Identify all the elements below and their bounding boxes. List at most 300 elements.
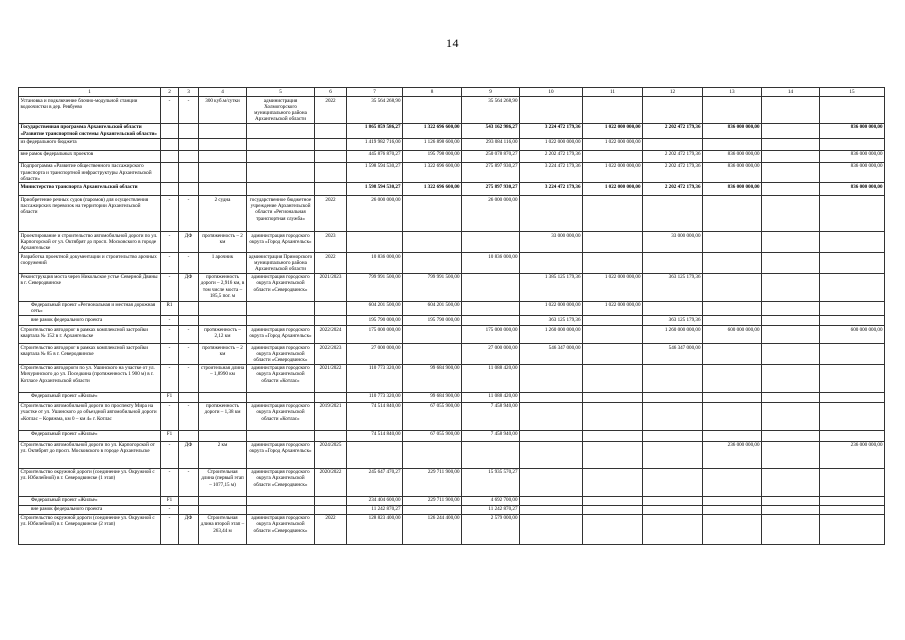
amount-cell [762, 301, 820, 315]
table-row [19, 496, 885, 505]
budget-table [18, 87, 885, 545]
amount-cell [520, 430, 583, 441]
info-cell [161, 162, 179, 183]
amount-cell [347, 441, 403, 468]
column-number: 15 [820, 88, 885, 97]
amount-cell [583, 496, 643, 505]
amount-cell [762, 441, 820, 468]
column-number: 10 [520, 88, 583, 97]
amount-cell: 195 790 000,00 [403, 316, 462, 326]
amount-cell [762, 97, 820, 124]
row-label: Строительство автомобильной дороги по проспекту Мира на участке от ул. Ушинского до объездной автомобильной дороги «Котлас – Коряжма, км 0 – км 4» г. Котлас [19, 402, 161, 430]
amount-cell: 363 125 179,36 [520, 316, 583, 326]
amount-cell: 1 260 000 000,00 [643, 326, 703, 344]
amount-cell [820, 301, 885, 315]
amount-cell: 195 790 000,00 [347, 316, 403, 326]
info-cell [161, 183, 179, 196]
amount-cell [703, 196, 762, 232]
row-label: вне рамок федерального проекта [19, 505, 161, 514]
amount-cell: 363 125 179,36 [643, 316, 703, 326]
amount-cell: 3 224 472 179,36 [520, 123, 583, 138]
amount-cell: 2 202 472 179,36 [520, 150, 583, 162]
amount-cell: 4 692 700,00 [462, 496, 520, 505]
amount-cell: 2 202 472 179,36 [643, 162, 703, 183]
amount-cell: 229 711 900,00 [403, 468, 462, 496]
amount-cell: 543 162 986,27 [462, 123, 520, 138]
amount-cell [762, 468, 820, 496]
amount-cell: 1 126 898 600,00 [403, 138, 462, 150]
amount-cell [403, 505, 462, 514]
amount-cell: 1 865 859 586,27 [347, 123, 403, 138]
amount-cell: 2 202 472 179,36 [643, 183, 703, 196]
info-cell [179, 183, 199, 196]
amount-cell: 35 564 268,90 [347, 97, 403, 124]
row-label: Строительство автодорог в рамках комплексной застройки квартала № 85 в г. Северодвинске [19, 344, 161, 365]
info-cell [315, 392, 347, 402]
amount-cell: 1 385 125 179,36 [520, 273, 583, 301]
amount-cell: 1 022 000 000,00 [520, 301, 583, 315]
info-cell [199, 301, 247, 315]
amount-cell [520, 196, 583, 232]
amount-cell [403, 253, 462, 274]
info-cell: строительная длина – 1,8990 км [199, 364, 247, 392]
amount-cell [403, 344, 462, 365]
table-row [19, 430, 885, 441]
table-row [19, 97, 885, 124]
amount-cell [820, 196, 885, 232]
amount-cell [583, 430, 643, 441]
info-cell [247, 301, 315, 315]
info-cell: 2 км [199, 441, 247, 468]
info-cell: F1 [161, 496, 179, 505]
info-cell [315, 138, 347, 150]
amount-cell [703, 316, 762, 326]
amount-cell [583, 253, 643, 274]
info-cell: 2021/2022 [315, 364, 347, 392]
amount-cell: 836 000 000,00 [703, 183, 762, 196]
column-number: 3 [179, 88, 199, 97]
amount-cell: 250 078 870,27 [462, 150, 520, 162]
amount-cell [583, 402, 643, 430]
amount-cell: 27 000 000,00 [347, 344, 403, 365]
amount-cell [462, 273, 520, 301]
amount-cell: 1 322 696 600,00 [403, 183, 462, 196]
amount-cell [703, 301, 762, 315]
row-label: Разработка проектной документации и строительство арочных сооружений [19, 253, 161, 274]
info-cell: 2022 [315, 196, 347, 232]
amount-cell: 128 823 400,00 [347, 514, 403, 544]
info-cell [315, 183, 347, 196]
info-cell: администрация Приморского муниципального района Архангельской области [247, 253, 315, 274]
amount-cell: 799 991 500,00 [403, 273, 462, 301]
row-label: из федерального бюджета [19, 138, 161, 150]
amount-cell [583, 97, 643, 124]
info-cell [315, 150, 347, 162]
amount-cell [583, 344, 643, 365]
table-row [19, 138, 885, 150]
amount-cell [583, 232, 643, 253]
info-cell [315, 123, 347, 138]
info-cell [179, 392, 199, 402]
table-row [19, 392, 885, 402]
info-cell: протяженность дороги – 1,38 км [199, 402, 247, 430]
info-cell: - [161, 273, 179, 301]
amount-cell [462, 316, 520, 326]
info-cell: администрация городского округа «Город Архангельск» [247, 441, 315, 468]
amount-cell [762, 138, 820, 150]
info-cell: 2023 [315, 232, 347, 253]
amount-cell [520, 468, 583, 496]
amount-cell [762, 316, 820, 326]
info-cell: ДФ [179, 441, 199, 468]
info-cell [179, 301, 199, 315]
table-row [19, 123, 885, 138]
info-cell: 2022/2023 [315, 344, 347, 365]
column-number: 9 [462, 88, 520, 97]
amount-cell [820, 232, 885, 253]
amount-cell: 195 798 000,00 [403, 150, 462, 162]
amount-cell: 1 598 594 530,27 [347, 162, 403, 183]
info-cell [199, 138, 247, 150]
amount-cell [403, 441, 462, 468]
amount-cell: 1 598 594 530,27 [347, 183, 403, 196]
amount-cell: 26 000 000,00 [347, 196, 403, 232]
amount-cell [762, 344, 820, 365]
row-label: Подпрограмма «Развитие общественного пассажирского транспорта и транспортной инфраструктуры Архангельской области» [19, 162, 161, 183]
info-cell: Строительная длина второй этап – 263,44 м [199, 514, 247, 544]
row-label: Федеральный проект «Жилье» [19, 496, 161, 505]
amount-cell [520, 496, 583, 505]
amount-cell [703, 402, 762, 430]
row-label: Установка и подключение блочно-модульной станции водоочистки в дер. Ревбуево [19, 97, 161, 124]
info-cell: - [161, 232, 179, 253]
amount-cell: 11 088 420,00 [462, 364, 520, 392]
table-row [19, 232, 885, 253]
amount-cell [403, 97, 462, 124]
amount-cell [762, 232, 820, 253]
info-cell [199, 150, 247, 162]
column-number: 8 [403, 88, 462, 97]
amount-cell [703, 514, 762, 544]
info-cell [199, 430, 247, 441]
amount-cell: 110 773 320,00 [347, 364, 403, 392]
info-cell: 2022 [315, 97, 347, 124]
info-cell [199, 316, 247, 326]
info-cell [247, 150, 315, 162]
amount-cell [643, 138, 703, 150]
info-cell: администрация городского округа Архангельской области «Котлас» [247, 364, 315, 392]
amount-cell: 1 022 000 000,00 [583, 183, 643, 196]
info-cell: - [161, 97, 179, 124]
info-cell [315, 162, 347, 183]
amount-cell [643, 514, 703, 544]
table-row [19, 326, 885, 344]
info-cell [179, 150, 199, 162]
amount-cell [520, 364, 583, 392]
amount-cell [347, 232, 403, 253]
amount-cell [703, 392, 762, 402]
amount-cell: 604 201 500,00 [347, 301, 403, 315]
info-cell: Строительная длина (первый этап – 1077,15 м) [199, 468, 247, 496]
amount-cell [643, 364, 703, 392]
amount-cell [703, 496, 762, 505]
page-number: 14 [446, 36, 459, 50]
info-cell: - [161, 402, 179, 430]
amount-cell [462, 301, 520, 315]
info-cell: протяженность – 2 км [199, 232, 247, 253]
amount-cell: 1 022 000 000,00 [583, 123, 643, 138]
amount-cell: 546 347 000,00 [643, 344, 703, 365]
amount-cell: 10 836 000,00 [347, 253, 403, 274]
row-label: Министерство транспорта Архангельской области [19, 183, 161, 196]
amount-cell [583, 196, 643, 232]
amount-cell [703, 253, 762, 274]
row-label: Федеральный проект «Региональная и местная дорожная сеть» [19, 301, 161, 315]
amount-cell [762, 253, 820, 274]
amount-cell [520, 392, 583, 402]
amount-cell: 1 260 000 000,00 [520, 326, 583, 344]
info-cell [247, 392, 315, 402]
amount-cell: 245 647 470,27 [347, 468, 403, 496]
column-number: 2 [161, 88, 179, 97]
amount-cell [403, 232, 462, 253]
amount-cell [643, 441, 703, 468]
column-number: 1 [19, 88, 161, 97]
info-cell: 1 арочник [199, 253, 247, 274]
amount-cell [403, 196, 462, 232]
amount-cell [762, 514, 820, 544]
info-cell: - [179, 97, 199, 124]
amount-cell [520, 97, 583, 124]
info-cell [199, 123, 247, 138]
amount-cell: 836 000 000,00 [820, 150, 885, 162]
column-number: 11 [583, 88, 643, 97]
info-cell: администрация городского округа «Город Архангельск» [247, 232, 315, 253]
amount-cell [643, 430, 703, 441]
amount-cell [762, 196, 820, 232]
row-label: вне рамок федерального проекта [19, 316, 161, 326]
amount-cell [820, 273, 885, 301]
amount-cell: 236 000 000,00 [703, 441, 762, 468]
amount-cell [703, 364, 762, 392]
info-cell: - [161, 196, 179, 232]
info-cell: 2020/2022 [315, 468, 347, 496]
info-cell: 2019/2021 [315, 402, 347, 430]
info-cell [247, 430, 315, 441]
info-cell [315, 496, 347, 505]
row-label: Строительство автодорог в рамках комплексной застройки квартала № 152 в г. Архангельске [19, 326, 161, 344]
amount-cell: 836 000 000,00 [703, 123, 762, 138]
table-row [19, 183, 885, 196]
row-label: Строительство автомобильной дороги по ул. Карпогорской от ул. Октябрят до просп. Московского в городе Архангельске [19, 441, 161, 468]
amount-cell [583, 468, 643, 496]
info-cell: ДФ [179, 273, 199, 301]
amount-cell: 836 000 000,00 [820, 162, 885, 183]
info-cell: - [161, 364, 179, 392]
amount-cell: 363 125 179,36 [643, 273, 703, 301]
amount-cell [820, 97, 885, 124]
amount-cell [703, 138, 762, 150]
amount-cell: 799 991 500,00 [347, 273, 403, 301]
amount-cell [820, 253, 885, 274]
amount-cell [820, 392, 885, 402]
amount-cell: 67 055 900,00 [403, 402, 462, 430]
amount-cell [820, 344, 885, 365]
amount-cell [643, 468, 703, 496]
amount-cell [820, 505, 885, 514]
amount-cell: 3 224 472 179,36 [520, 162, 583, 183]
amount-cell [820, 364, 885, 392]
info-cell: протяженность – 2,12 км [199, 326, 247, 344]
amount-cell [762, 123, 820, 138]
info-cell [247, 123, 315, 138]
amount-cell [820, 138, 885, 150]
amount-cell [583, 364, 643, 392]
info-cell [179, 505, 199, 514]
amount-cell [703, 232, 762, 253]
amount-cell [703, 430, 762, 441]
info-cell: - [161, 505, 179, 514]
amount-cell: 175 000 000,00 [462, 326, 520, 344]
amount-cell [820, 496, 885, 505]
info-cell: 2022 [315, 253, 347, 274]
amount-cell: 33 000 000,00 [643, 232, 703, 253]
info-cell [161, 150, 179, 162]
amount-cell [762, 505, 820, 514]
column-number: 4 [199, 88, 247, 97]
info-cell [199, 183, 247, 196]
amount-cell: 10 836 000,00 [462, 253, 520, 274]
table-row [19, 316, 885, 326]
amount-cell: 33 000 000,00 [520, 232, 583, 253]
column-number: 5 [247, 88, 315, 97]
amount-cell: 126 244 400,00 [403, 514, 462, 544]
info-cell [161, 123, 179, 138]
info-cell: 2024/2025 [315, 441, 347, 468]
info-cell: 2022/2024 [315, 326, 347, 344]
amount-cell [762, 183, 820, 196]
amount-cell [643, 392, 703, 402]
info-cell: 2 судна [199, 196, 247, 232]
amount-cell: 110 773 320,00 [347, 392, 403, 402]
amount-cell: 836 000 000,00 [703, 150, 762, 162]
table-row [19, 196, 885, 232]
column-number: 14 [762, 88, 820, 97]
amount-cell: 600 000 000,00 [820, 326, 885, 344]
amount-cell: 1 022 000 000,00 [583, 273, 643, 301]
amount-cell: 7 458 940,00 [462, 402, 520, 430]
amount-cell: 234 404 600,00 [347, 496, 403, 505]
amount-cell: 236 000 000,00 [820, 441, 885, 468]
amount-cell: 1 322 696 600,00 [403, 123, 462, 138]
info-cell: - [161, 326, 179, 344]
amount-cell [762, 430, 820, 441]
amount-cell [703, 97, 762, 124]
amount-cell: 604 201 500,00 [403, 301, 462, 315]
amount-cell [762, 162, 820, 183]
info-cell: администрация городского округа Архангельской области «Северодвинск» [247, 273, 315, 301]
info-cell [315, 316, 347, 326]
table-row [19, 162, 885, 183]
amount-cell [762, 150, 820, 162]
table-row [19, 468, 885, 496]
amount-cell: 836 000 000,00 [820, 123, 885, 138]
amount-cell [820, 430, 885, 441]
amount-cell: 275 897 930,27 [462, 162, 520, 183]
row-label: Приобретение речных судов (паромов) для осуществления пассажирских перевозок на территории Архангельской области [19, 196, 161, 232]
amount-cell: 546 347 000,00 [520, 344, 583, 365]
amount-cell [762, 402, 820, 430]
amount-cell: 1 022 000 000,00 [583, 162, 643, 183]
amount-cell [643, 301, 703, 315]
amount-cell: 275 897 930,27 [462, 183, 520, 196]
info-cell [161, 138, 179, 150]
amount-cell [643, 402, 703, 430]
amount-cell [703, 344, 762, 365]
amount-cell [820, 514, 885, 544]
info-cell [247, 138, 315, 150]
amount-cell: 35 564 268,90 [462, 97, 520, 124]
amount-cell [403, 326, 462, 344]
info-cell [315, 505, 347, 514]
amount-cell: 2 202 472 179,36 [643, 150, 703, 162]
column-number: 7 [347, 88, 403, 97]
table-row [19, 150, 885, 162]
row-label: Федеральный проект «Жилье» [19, 392, 161, 402]
info-cell [247, 316, 315, 326]
amount-cell [462, 232, 520, 253]
amount-cell [520, 402, 583, 430]
amount-cell: 293 084 116,00 [462, 138, 520, 150]
info-cell [247, 496, 315, 505]
amount-cell: 1 322 696 600,00 [403, 162, 462, 183]
table-row [19, 273, 885, 301]
row-label: Федеральный проект «Жилье» [19, 430, 161, 441]
info-cell: ДФ [179, 232, 199, 253]
amount-cell [583, 326, 643, 344]
row-label: Проектирование и строительство автомобильной дороги по ул. Карпогорской от ул. Октябрят до просп. Московского в городе Архангельске [19, 232, 161, 253]
amount-cell: 27 000 000,00 [462, 344, 520, 365]
info-cell [179, 430, 199, 441]
amount-cell [643, 196, 703, 232]
info-cell [199, 162, 247, 183]
table-header-row [19, 88, 885, 97]
amount-cell: 11 242 870,27 [462, 505, 520, 514]
column-number: 12 [643, 88, 703, 97]
amount-cell [583, 514, 643, 544]
amount-cell [462, 441, 520, 468]
info-cell [247, 505, 315, 514]
row-label: Строительство автодороги по ул. Ушинского на участке от ул. Мичуринского до ул. Поседкина (протяженность 1 900 м) в г. Котласе Архангельской области [19, 364, 161, 392]
table-row [19, 514, 885, 544]
table-row [19, 301, 885, 315]
amount-cell: 3 224 472 179,36 [520, 183, 583, 196]
info-cell [199, 505, 247, 514]
info-cell: F1 [161, 430, 179, 441]
amount-cell [643, 496, 703, 505]
row-label: Реконструкция моста через Никольское устье Северной Двины в г. Северодвинске [19, 273, 161, 301]
amount-cell: 99 684 900,00 [403, 364, 462, 392]
amount-cell: 74 514 840,00 [347, 430, 403, 441]
info-cell: 2021/2023 [315, 273, 347, 301]
row-label: Строительство окружной дороги (соединение ул. Окружной с ул. Юбилейной) в г. Северодвинске (2 этап) [19, 514, 161, 544]
amount-cell [703, 273, 762, 301]
info-cell: администрация Холмогорского муниципального района Архангельской области [247, 97, 315, 124]
info-cell: ДФ [179, 514, 199, 544]
column-number: 13 [703, 88, 762, 97]
info-cell: 300 куб.м/сутки [199, 97, 247, 124]
info-cell: - [161, 468, 179, 496]
